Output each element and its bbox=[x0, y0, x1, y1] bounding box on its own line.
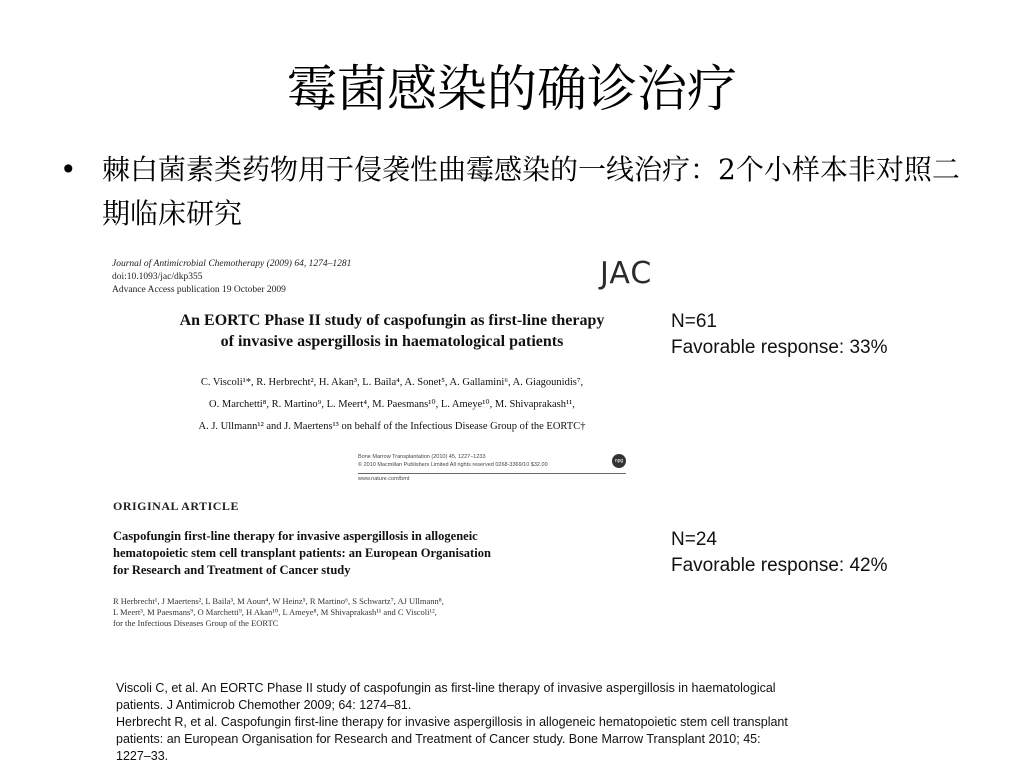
references bbox=[116, 680, 976, 765]
journal-metadata bbox=[112, 258, 351, 297]
result-block-2 bbox=[671, 527, 888, 579]
advance-access-line: Advance Access publication 19 October 2009 bbox=[112, 285, 286, 295]
paper2-author-line: R Herbrecht¹, J Maertens², L Baila³, M Aoun⁴, W Heinz⁵, R Martino⁶, S Schwartz⁷, AJ Ullmann⁸, bbox=[113, 596, 444, 606]
bmt-citation-line: Bone Marrow Transplantation (2010) 45, 1227–1233 bbox=[358, 454, 486, 460]
paper1-author-line: O. Marchetti⁸, R. Martino⁹, L. Meert⁴, M. Paesmans¹⁰, L. Ameye¹⁰, M. Shivaprakash¹¹, bbox=[209, 399, 575, 410]
paper-excerpt-jac bbox=[108, 254, 668, 434]
result-block-1 bbox=[671, 309, 888, 361]
bmt-copyright-line: © 2010 Macmillan Publishers Limited All rights reserved 0268-3369/10 $32.00 bbox=[358, 462, 548, 468]
paper1-authors bbox=[112, 372, 672, 438]
doi-line: doi:10.1093/jac/dkp355 bbox=[112, 272, 203, 282]
article-type-label: ORIGINAL ARTICLE bbox=[113, 499, 239, 513]
paper1-author-line: C. Viscoli¹*, R. Herbrecht², H. Akan³, L. Baila⁴, A. Sonet⁵, A. Gallamini⁶, A. Giagounidis⁷, bbox=[200, 377, 584, 388]
favorable-response: Favorable response: 42% bbox=[671, 555, 888, 576]
reference-line: Viscoli C, et al. An EORTC Phase II study of caspofungin as first-line therapy of invasive aspergillosis in haematological bbox=[116, 681, 776, 695]
paper2-title-line: hematopoietic stem cell transplant patients: an European Organisation bbox=[113, 546, 491, 560]
sample-size: N=24 bbox=[671, 529, 717, 550]
paper2-authors bbox=[113, 596, 593, 629]
slide-title: 霉菌感染的确诊治疗 bbox=[287, 60, 737, 118]
journal-citation-line: Journal of Antimicrobial Chemotherapy (2009) 64, 1274–1281 bbox=[112, 259, 352, 269]
paper1-author-line: A. J. Ullmann¹² and J. Maertens¹³ on behalf of the Infectious Disease Group of the EORTC† bbox=[198, 421, 586, 432]
bmt-url: www.nature.com/bmt bbox=[358, 476, 410, 482]
paper2-author-line: L Meert³, M Paesmans⁹, O Marchetti⁹, H Akan¹⁰, L Ameye⁸, M Shivaprakash¹¹ and C Viscoli¹², bbox=[113, 607, 437, 617]
reference-line: patients. J Antimicrob Chemother 2009; 64: 1274–81. bbox=[116, 698, 412, 712]
paper2-title bbox=[113, 528, 583, 579]
reference-line: 1227–33. bbox=[116, 749, 169, 763]
paper2-title-line: Caspofungin first-line therapy for invasive aspergillosis in allogeneic bbox=[113, 529, 478, 543]
reference-line: Herbrecht R, et al. Caspofungin first-line therapy for invasive aspergillosis in allogeneic hematopoietic stem cell transplant bbox=[116, 715, 788, 729]
bmt-journal-header bbox=[358, 453, 628, 485]
header-divider bbox=[358, 473, 626, 474]
bullet-marker: • bbox=[60, 153, 77, 186]
paper2-author-line: for the Infectious Diseases Group of the EORTC bbox=[113, 618, 279, 628]
paper2-title-line: for Research and Treatment of Cancer study bbox=[113, 563, 351, 577]
npg-logo: npg bbox=[612, 454, 626, 468]
paper1-title-line: of invasive aspergillosis in haematological patients bbox=[220, 333, 564, 350]
favorable-response: Favorable response: 33% bbox=[671, 337, 888, 358]
jac-logo: JAC bbox=[600, 256, 653, 291]
sample-size: N=61 bbox=[671, 311, 717, 332]
bullet-text: 棘白菌素类药物用于侵袭性曲霉感染的一线治疗：2个小样本非对照二期临床研究 bbox=[102, 153, 960, 230]
reference-line: patients: an European Organisation for Research and Treatment of Cancer study. Bone Marrow Transplant 2010; 45: bbox=[116, 732, 761, 746]
paper1-title bbox=[112, 310, 672, 352]
paper1-title-line: An EORTC Phase II study of caspofungin as first-line therapy bbox=[179, 312, 605, 329]
